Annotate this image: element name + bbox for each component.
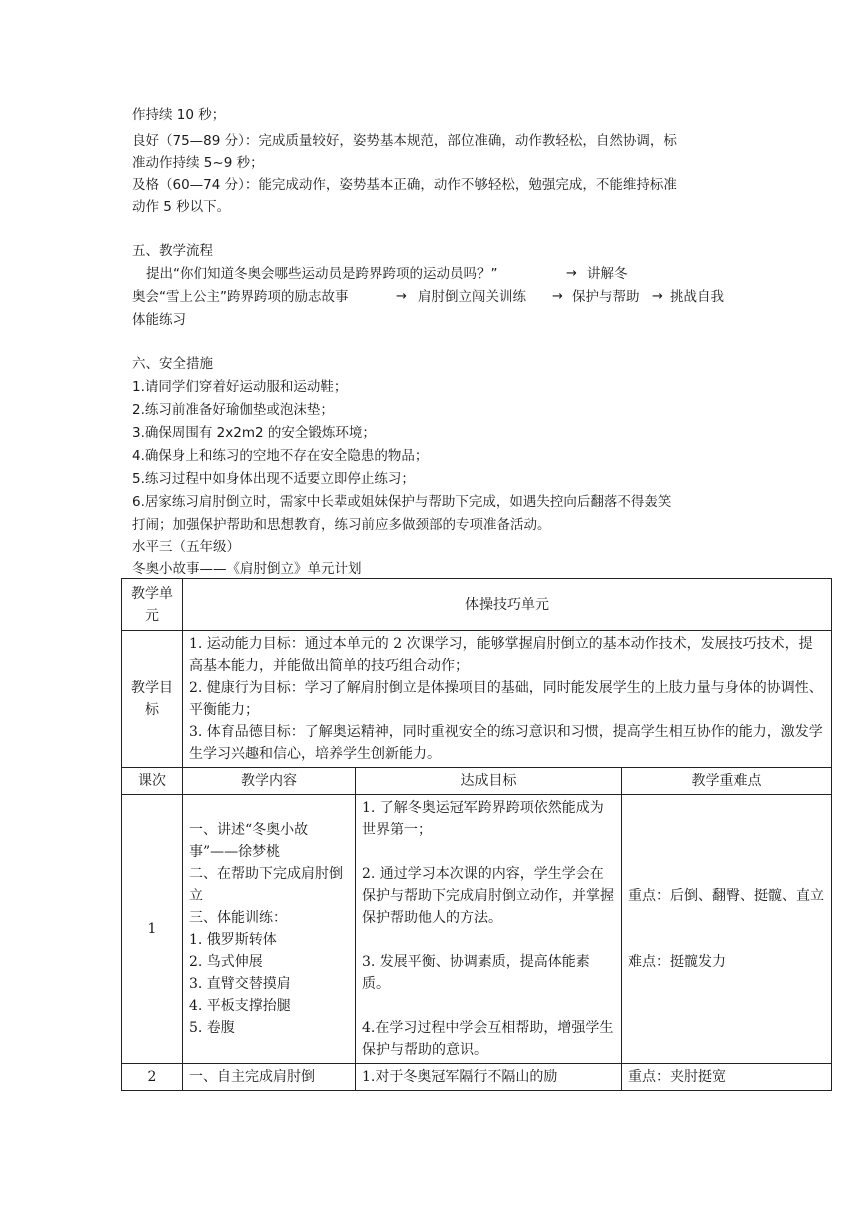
content-item: 2. 鸟式伸展 xyxy=(189,954,263,970)
flow-step-1: 提出“你们知道冬奥会哪些运动员是跨界跨项的运动员吗？” xyxy=(146,266,498,282)
content-item: 三、体能训练： xyxy=(189,910,287,926)
safety-item: 2.练习前准备好瑜伽垫或泡沫垫； xyxy=(132,402,334,418)
safety-item: 6.居家练习肩肘倒立时，需家中长辈或姐妹保护与帮助下完成，如遇失控向后翻落不得轰笑 xyxy=(132,494,672,510)
goal-item: 4.在学习过程中学会互相帮助，增强学生保护与帮助的意识。 xyxy=(362,1020,614,1058)
plan-title: 冬奥小故事——《肩肘倒立》单元计划 xyxy=(132,561,362,577)
content-item: 3. 直臂交替摸肩 xyxy=(189,976,291,992)
unit-label-cell: 教学单元 xyxy=(122,579,183,631)
safety-item: 5.练习过程中如身体出现不适要立即停止练习； xyxy=(132,471,415,487)
goals-cell xyxy=(183,631,832,768)
flow-step-3: 肩肘倒立闯关训练 xyxy=(418,289,526,305)
flow-step-6: 体能练习 xyxy=(132,312,186,328)
arrow-icon: → xyxy=(396,289,407,304)
lesson-goals-cell xyxy=(356,795,622,1064)
intro-line: 作持续 10 秒； xyxy=(132,107,226,123)
lesson-number: 1 xyxy=(122,795,183,1064)
content-item: 5. 卷腹 xyxy=(189,1020,235,1036)
arrow-icon: → xyxy=(552,289,563,304)
intro-line: 良好（75—89 分）：完成质量较好，姿势基本规范，部位准确，动作教轻松，自然协调，标 xyxy=(132,133,677,149)
unit-goal: 3. 体育品德目标：了解奥运精神，同时重视安全的练习意识和习惯，提高学生相互协作的能力，激发学生学习兴趣和信心，培养学生创新能力。 xyxy=(189,724,823,762)
safety-item: 4.确保身上和练习的空地不存在安全隐患的物品； xyxy=(132,448,429,464)
flow-step-5: 挑战自我 xyxy=(670,289,724,305)
goal-item: 1.对于冬奥冠军隔行不隔山的励 xyxy=(362,1069,558,1085)
flow-step-2a: 讲解冬 xyxy=(587,266,628,282)
table-row xyxy=(122,631,832,768)
content-item: 4. 平板支撑抬腿 xyxy=(189,998,291,1014)
column-header: 课次 xyxy=(122,768,183,795)
unit-goal: 2. 健康行为目标：学习了解肩肘倒立是体操项目的基础，同时能发展学生的上肢力量与身体的协调性、平衡能力； xyxy=(189,680,823,718)
lesson-number: 2 xyxy=(122,1064,183,1091)
level-label: 水平三（五年级） xyxy=(132,539,240,555)
column-header: 教学内容 xyxy=(183,768,356,795)
section-heading-flow: 五、教学流程 xyxy=(132,243,213,259)
unit-goal: 1. 运动能力目标：通过本单元的 2 次课学习，能够掌握肩肘倒立的基本动作技术，发展技巧技术，提高基本能力，并能做出简单的技巧组合动作； xyxy=(189,636,813,674)
unit-plan-table xyxy=(121,578,832,1091)
section-heading-safety: 六、安全措施 xyxy=(132,356,213,372)
column-header: 达成目标 xyxy=(356,768,622,795)
unit-value-cell: 体操技巧单元 xyxy=(183,579,832,631)
goal-item: 2. 通过学习本次课的内容，学生学会在保护与帮助下完成肩肘倒立动作，并掌握保护帮助他人的方法。 xyxy=(362,866,614,926)
column-header: 教学重难点 xyxy=(622,768,832,795)
content-item: 二、在帮助下完成肩肘倒立 xyxy=(189,866,343,904)
goal-label-cell: 教学目标 xyxy=(122,631,183,768)
intro-line: 及格（60—74 分）：能完成动作，姿势基本正确，动作不够轻松，勉强完成，不能维持标准 xyxy=(132,177,677,193)
lesson-goals-cell xyxy=(356,1064,622,1091)
key-point: 重点：夹肘挺宽 xyxy=(628,1069,726,1085)
key-points-cell xyxy=(622,1064,832,1091)
safety-item: 3.确保周围有 2x2m2 的安全锻炼环境； xyxy=(132,425,376,441)
lesson-content-cell xyxy=(183,1064,356,1091)
content-item: 一、自主完成肩肘倒 xyxy=(189,1069,315,1085)
flow-step-4: 保护与帮助 xyxy=(572,289,640,305)
lesson-content-cell xyxy=(183,795,356,1064)
goal-item: 1. 了解冬奥运冠军跨界跨项依然能成为世界第一； xyxy=(362,800,604,838)
safety-item: 打闹；加强保护帮助和思想教育，练习前应多做颈部的专项准备活动。 xyxy=(132,517,551,533)
arrow-icon: → xyxy=(652,289,663,304)
table-row xyxy=(122,795,832,1064)
key-point: 重点：后倒、翻臀、挺髋、直立 xyxy=(628,888,824,904)
content-item: 一、讲述“冬奥小故事”——徐梦桃 xyxy=(189,822,309,860)
difficulty-point: 难点：挺髋发力 xyxy=(628,954,726,970)
table-row xyxy=(122,1064,832,1091)
table-row xyxy=(122,579,832,631)
flow-step-2b: 奥会“雪上公主”跨界跨项的励志故事 xyxy=(132,289,349,305)
table-header-row xyxy=(122,768,832,795)
intro-line: 动作 5 秒以下。 xyxy=(132,199,231,215)
key-points-cell xyxy=(622,795,832,1064)
content-item: 1. 俄罗斯转体 xyxy=(189,932,277,948)
safety-item: 1.请同学们穿着好运动服和运动鞋； xyxy=(132,379,348,395)
arrow-icon: → xyxy=(566,266,577,281)
intro-line: 准动作持续 5~9 秒； xyxy=(132,155,264,171)
goal-item: 3. 发展平衡、协调素质，提高体能素质。 xyxy=(362,954,590,992)
